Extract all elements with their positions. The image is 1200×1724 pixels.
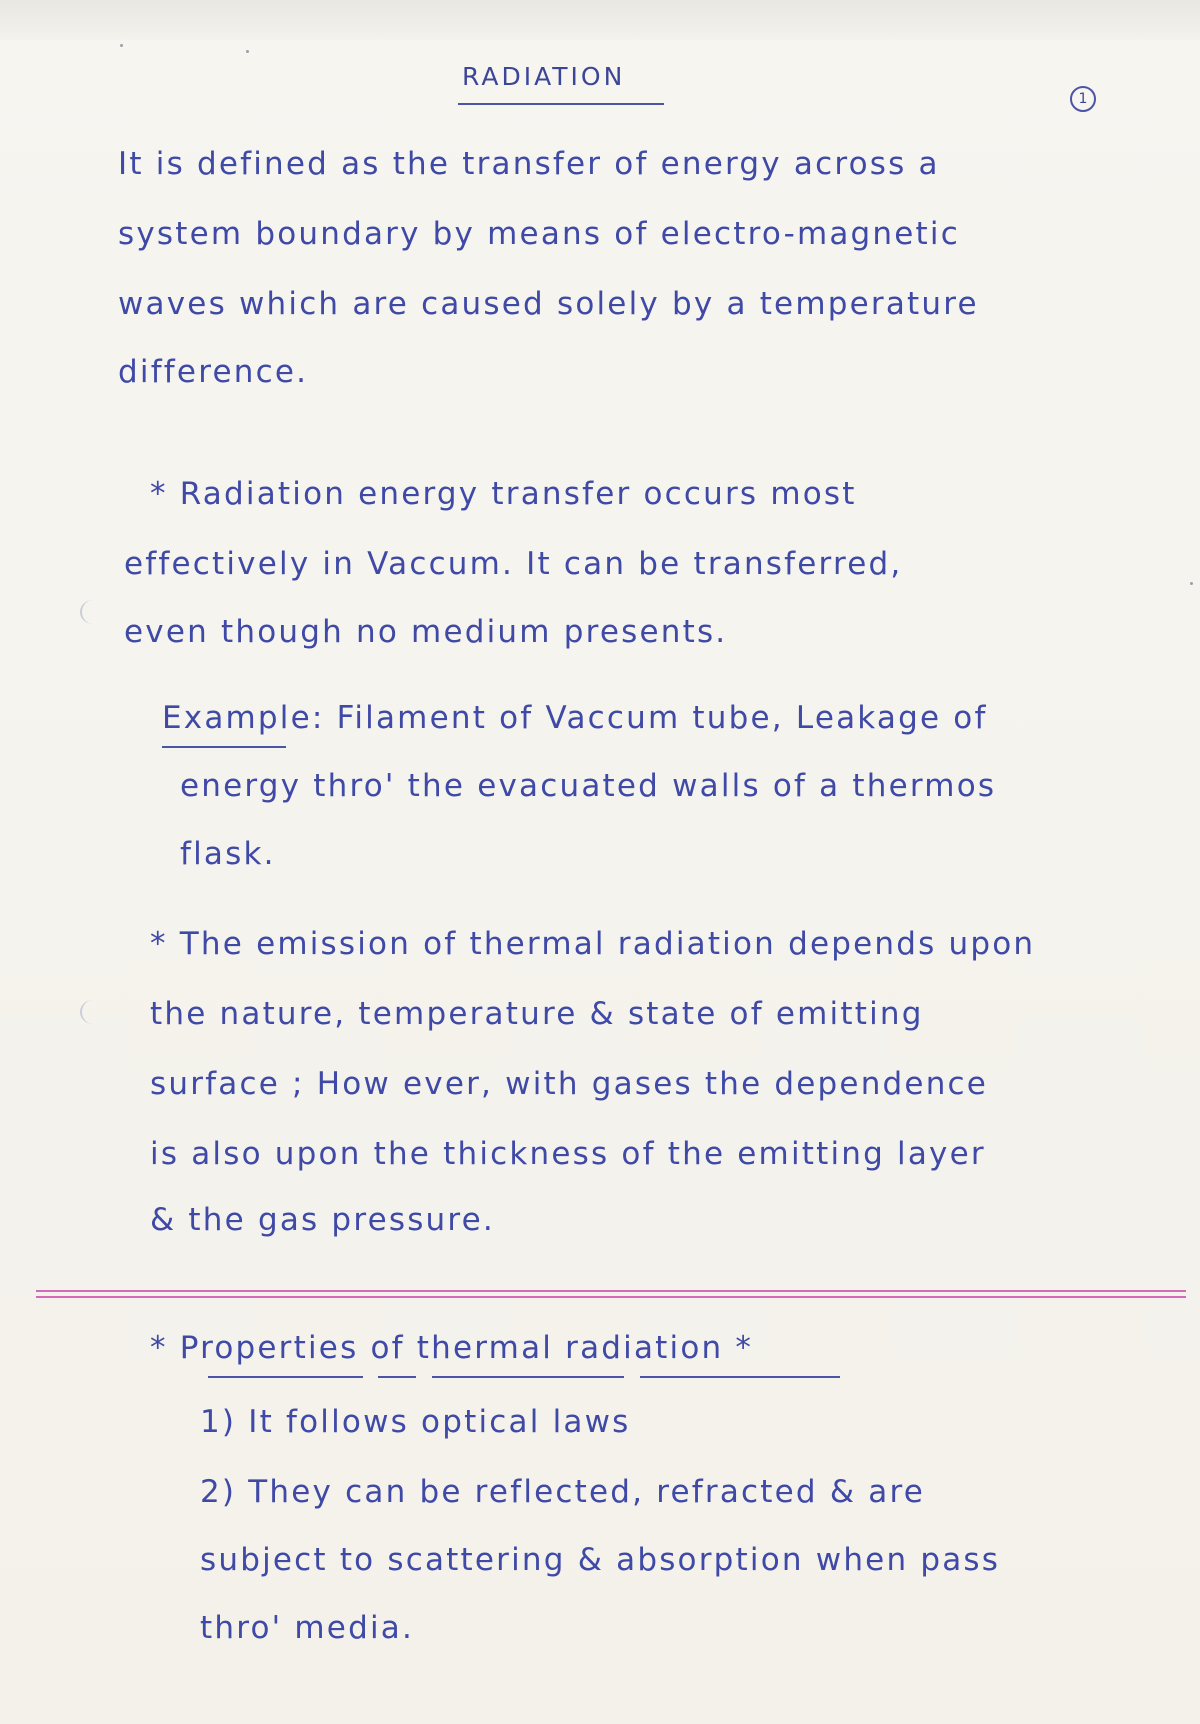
example-label: Example [162, 700, 312, 736]
title-underline [458, 103, 664, 105]
vacuum-note-line: even though no medium presents. [124, 614, 728, 650]
property-item: 1) It follows optical laws [200, 1404, 631, 1440]
paper-speck [246, 50, 249, 53]
heading-underline [432, 1376, 624, 1378]
example-line [162, 700, 988, 736]
page-title: RADIATION [462, 62, 626, 91]
definition-line: waves which are caused solely by a temperature [118, 286, 979, 322]
definition-line: system boundary by means of electro-magnetic [118, 216, 960, 252]
example-line: flask. [180, 836, 276, 872]
properties-heading: * Properties of thermal radiation * [150, 1330, 754, 1366]
section-divider [36, 1296, 1186, 1298]
definition-line: It is defined as the transfer of energy across a [118, 146, 940, 182]
heading-underline [640, 1376, 840, 1378]
page-number: 1 [1070, 86, 1096, 112]
emission-note-line: * The emission of thermal radiation depends upon [150, 926, 1036, 962]
property-item: 2) They can be reflected, refracted & are [200, 1474, 926, 1510]
example-underline [162, 746, 286, 748]
punch-hole-mark [80, 1000, 106, 1024]
example-text: : Filament of Vaccum tube, Leakage of [311, 700, 988, 736]
emission-note-line: surface ; How ever, with gases the dependence [150, 1066, 989, 1102]
emission-note-line: the nature, temperature & state of emitting [150, 996, 924, 1032]
vacuum-note-line: * Radiation energy transfer occurs most [150, 476, 857, 512]
punch-hole-mark [80, 600, 106, 624]
paper-speck [1190, 582, 1193, 585]
paper-speck [120, 44, 123, 47]
page-top-edge [0, 0, 1200, 40]
emission-note-line: & the gas pressure. [150, 1202, 495, 1238]
section-divider [36, 1290, 1186, 1292]
vacuum-note-line: effectively in Vaccum. It can be transferred, [124, 546, 903, 582]
emission-note-line: is also upon the thickness of the emitting layer [150, 1136, 986, 1172]
definition-line: difference. [118, 354, 309, 390]
property-item: thro' media. [200, 1610, 415, 1646]
example-line: energy thro' the evacuated walls of a thermos [180, 768, 997, 804]
heading-underline [208, 1376, 363, 1378]
property-item: subject to scattering & absorption when pass [200, 1542, 1001, 1578]
heading-underline [378, 1376, 416, 1378]
